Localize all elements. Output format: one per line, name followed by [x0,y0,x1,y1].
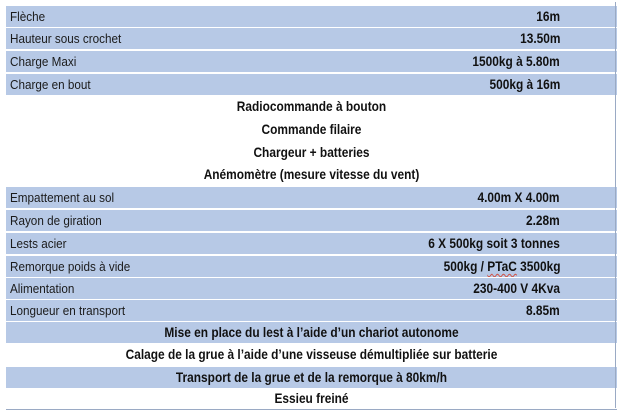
spec-label: Charge Maxi [10,54,77,69]
feature-row-calage [6,344,617,366]
feature-row-lest [6,321,617,343]
spec-label: Rayon de giration [10,213,102,228]
feature-text: Transport de la grue et de la remorque à 80km/h [175,369,448,385]
feature-text: Essieu freiné [274,390,349,406]
spec-value: 230-400 V 4Kva [473,280,560,296]
spec-row-charge-maxi [6,50,617,72]
feature-text: Commande filaire [261,121,362,137]
feature-row-transport [6,366,617,388]
spec-row-longueur [6,299,617,321]
feature-row-essieu [6,388,617,410]
table-bottom-border [6,409,617,410]
spec-value-part: 3500kg [516,258,560,274]
spec-row-charge-bout [6,73,617,95]
spec-row-fleche [6,5,617,27]
spec-value: 4.00m X 4.00m [477,189,560,205]
spec-row-empattement [6,186,617,208]
feature-text: Radiocommande à bouton [236,98,387,114]
feature-text: Chargeur + batteries [253,144,370,160]
spec-label: Lests acier [10,236,67,251]
feature-row-radiocommande [6,96,617,118]
spec-value: 13.50m [519,30,560,46]
spec-label: Hauteur sous crochet [10,31,122,46]
spec-value: 8.85m [526,302,560,318]
feature-row-anemometre [6,164,617,186]
spec-label: Charge en bout [10,77,91,92]
spec-row-remorque [6,255,617,277]
feature-row-chargeur [6,142,617,164]
feature-text: Anémomètre (mesure vitesse du vent) [203,166,420,182]
spec-value: 500kg à 16m [489,76,560,92]
spec-label: Empattement au sol [10,190,115,205]
spec-value [443,258,560,274]
spec-value-part: 500kg / [443,258,487,274]
spec-label: Flèche [10,9,46,24]
spec-row-hauteur [6,27,617,49]
spellcheck-underlined-word: PTaC [486,258,517,274]
feature-row-commande-filaire [6,119,617,141]
spec-value: 1500kg à 5.80m [472,53,560,69]
spec-row-lests [6,232,617,254]
table-right-border [615,2,616,408]
spec-row-alimentation [6,277,617,299]
spec-label: Alimentation [10,281,75,296]
spec-row-rayon [6,209,617,231]
feature-text: Calage de la grue à l’aide d’une visseuse démultipliée sur batterie [125,346,498,362]
spec-value: 6 X 500kg soit 3 tonnes [428,235,560,251]
spec-label: Remorque poids à vide [10,259,131,274]
spec-label: Longueur en transport [10,303,126,318]
spec-value: 16m [536,8,560,24]
feature-text: Mise en place du lest à l’aide d’un chariot autonome [164,324,459,340]
spec-value: 2.28m [526,212,560,228]
